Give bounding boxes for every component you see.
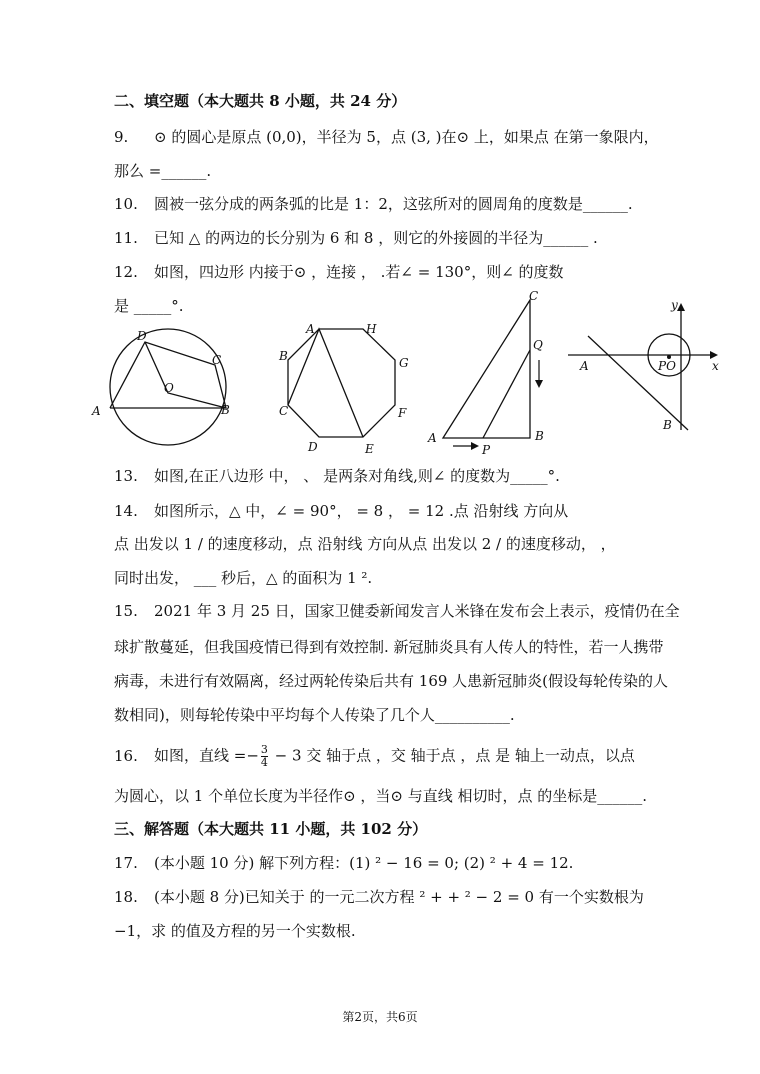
fig4-label-B: B — [663, 418, 672, 432]
q12-line2: 是 _____°. — [114, 297, 184, 315]
q9-line2: 那么 =______. — [114, 162, 212, 180]
fig4-label-y: y — [671, 298, 678, 312]
fig1-label-D: D — [137, 329, 147, 343]
fig1-label-O: O — [164, 381, 174, 395]
fig1-label-B: B — [221, 403, 230, 417]
section2-title: 二、填空题（本大题共 8 小题，共 24 分） — [114, 92, 407, 110]
q12-line1 — [114, 262, 564, 282]
fig3-label-B: B — [535, 429, 544, 443]
q14-line2: 点 出发以 1 / 的速度移动，点 沿射线 方向从点 出发以 2 / 的速度移动， ， — [114, 535, 616, 553]
fig2-label-H: H — [366, 322, 377, 336]
fig1-label-C: C — [212, 353, 222, 367]
q11 — [114, 228, 598, 248]
fig2-label-G: G — [399, 356, 409, 370]
q14-line3: 同时出发， ___ 秒后，△ 的面积为 1 ². — [114, 569, 373, 587]
fig1-label-A: A — [92, 404, 101, 418]
fig4-label-x: x — [712, 359, 719, 373]
q18-text1: (本小题 8 分)已知关于 的一元二次方程 ² + + ² − 2 = 0 有一个实数根为 — [154, 888, 644, 906]
fig2-label-F: F — [398, 406, 407, 420]
q15-line4: 数相同)，则每轮传染中平均每个人传染了几个人__________. — [114, 706, 515, 724]
q18-line1 — [114, 887, 644, 907]
q9-number: 9. — [114, 128, 129, 146]
fig3-label-C: C — [529, 289, 539, 303]
q16-fraction — [261, 744, 268, 769]
q15-line2: 球扩散蔓延，但我国疫情已得到有效控制. 新冠肺炎具有人传人的特性，若一人携带 — [114, 638, 664, 656]
figure-circle-quadrilateral — [90, 320, 260, 455]
q18-line2: −1，求 的值及方程的另一个实数根. — [114, 922, 356, 940]
q16-line2: 为圆心，以 1 个单位长度为半径作⊙ ，当⊙ 与直线 相切时，点 的坐标是______. — [114, 787, 648, 805]
q18-number: 18. — [114, 888, 138, 906]
fig2-label-E: E — [365, 442, 374, 456]
q16-line1 — [114, 744, 635, 769]
q13 — [114, 466, 560, 486]
fig2-label-D: D — [308, 440, 318, 454]
q17-number: 17. — [114, 854, 138, 872]
q11-number: 11. — [114, 229, 138, 247]
q11-text: 已知 △ 的两边的长分别为 6 和 8 ，则它的外接圆的半径为______ . — [154, 229, 598, 247]
q16-text-pre: 如图，直线 =− — [154, 746, 259, 765]
fig3-label-A: A — [428, 431, 437, 445]
fig3-label-Q: Q — [533, 338, 543, 352]
figure-regular-octagon — [270, 315, 420, 460]
fig4-label-A: A — [580, 359, 589, 373]
page-footer: 第2页，共6页 — [342, 1010, 418, 1024]
q16-text-post: − 3 交 轴于点 ，交 轴于点 ，点 是 轴上一动点，以点 — [269, 746, 635, 765]
q14-text1: 如图所示，△ 中，∠ = 90°， = 8 ， = 12 .点 沿射线 方向从 — [154, 502, 569, 520]
fig4-label-PO: PO — [658, 359, 676, 373]
q13-number: 13. — [114, 467, 138, 485]
figure-right-triangle — [425, 288, 565, 458]
q9-text1: ⊙ 的圆心是原点 (0,0)，半径为 5，点 (3, )在⊙ 上，如果点 在第一象限内， — [154, 128, 659, 146]
q16-frac-num: 3 — [260, 743, 268, 756]
q16-frac-den: 4 — [260, 756, 268, 769]
figure-coordinate-circle — [560, 295, 730, 440]
q15-line1 — [114, 601, 680, 621]
q17 — [114, 853, 573, 873]
q12-text1: 如图，四边形 内接于⊙ ，连接 ， .若∠ = 130°，则∠ 的度数 — [154, 263, 564, 281]
fig2-label-B: B — [279, 349, 288, 363]
q10-text: 圆被一弦分成的两条弧的比是 1：2，这弦所对的圆周角的度数是______. — [154, 195, 633, 213]
fig3-label-P: P — [482, 443, 491, 457]
section3-title: 三、解答题（本大题共 11 小题，共 102 分） — [114, 820, 428, 838]
q14-number: 14. — [114, 502, 138, 520]
q17-text: (本小题 10 分) 解下列方程：(1) ² − 16 = 0; (2) ² + 4 = 12. — [154, 854, 574, 872]
q10 — [114, 194, 633, 214]
q14-line1 — [114, 501, 568, 521]
fig2-label-C: C — [279, 404, 289, 418]
q15-text1: 2021 年 3 月 25 日，国家卫健委新闻发言人米锋在发布会上表示，疫情仍在全 — [154, 602, 680, 620]
q10-number: 10. — [114, 195, 138, 213]
q13-text: 如图,在正八边形 中， 、 是两条对角线,则∠ 的度数为_____°. — [154, 467, 560, 485]
q16-number: 16. — [114, 746, 138, 765]
q12-number: 12. — [114, 263, 138, 281]
fig2-label-A: A — [306, 322, 315, 336]
q15-number: 15. — [114, 602, 138, 620]
q9-line1 — [114, 127, 659, 147]
q15-line3: 病毒，未进行有效隔离，经过两轮传染后共有 169 人患新冠肺炎(假设每轮传染的人 — [114, 672, 669, 690]
